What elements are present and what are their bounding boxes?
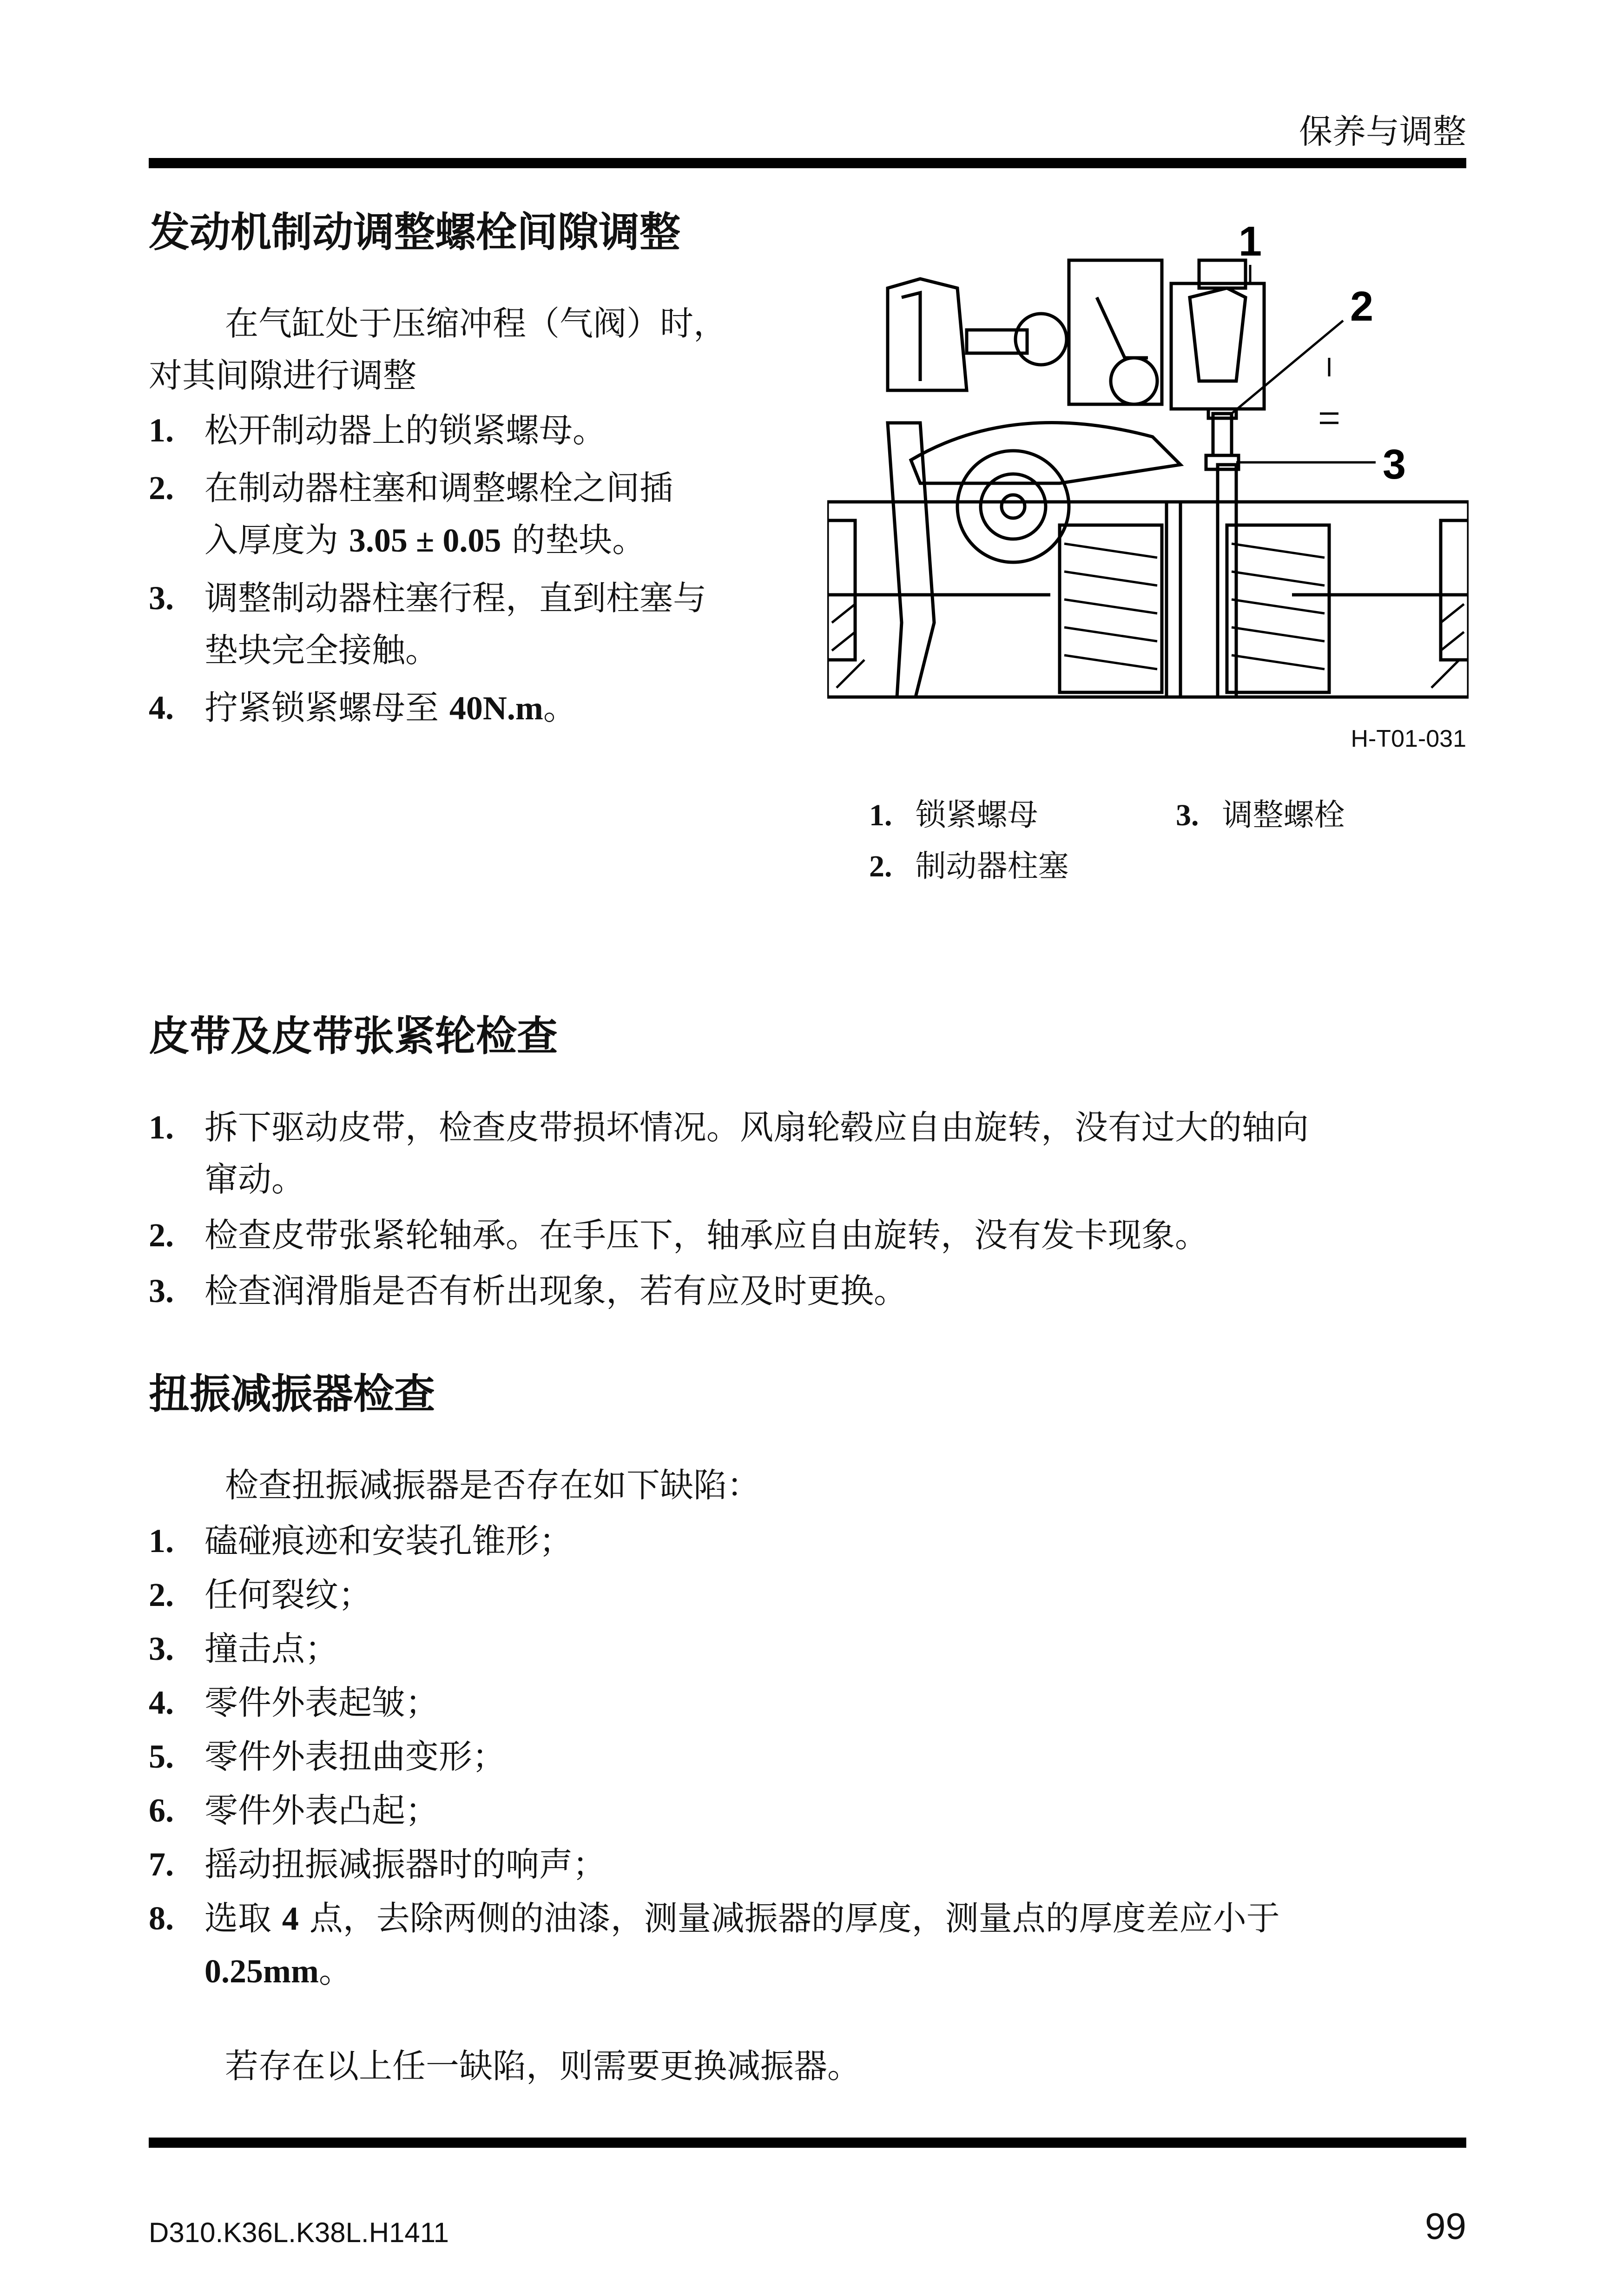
list-item: 1. 磕碰痕迹和安装孔锥形；: [149, 1521, 573, 1560]
section3-intro: 检查扭振减振器是否存在如下缺陷：: [225, 1466, 761, 1505]
footer-rule: [149, 2138, 1466, 2148]
torque-value: 40N.m: [449, 690, 543, 727]
thickness-diff-value: 0.25mm: [204, 1953, 319, 1990]
figure-code: H-T01-031: [1351, 725, 1466, 752]
list-item: 2. 检查皮带张紧轮轴承。在手压下，轴承应自由旋转，没有发卡现象。: [149, 1216, 1209, 1255]
section3-steps: [149, 1515, 1469, 1997]
list-item: 6. 零件外表凸起；: [149, 1791, 439, 1830]
section3-conclusion: 若存在以上任一缺陷，则需要更换减振器。: [225, 2046, 861, 2085]
list-item: 1. 松开制动器上的锁紧螺母。: [149, 411, 606, 450]
list-item: 3. 撞击点；: [149, 1629, 339, 1668]
page-number: 99: [1425, 2205, 1466, 2247]
intro-line1: 在气缸处于压缩冲程（气阀）时，: [225, 304, 727, 343]
section-title-brake-adjust: 发动机制动调整螺栓间隙调整: [149, 208, 681, 256]
list-item: 4. 拧紧锁紧螺母至 40N.m。: [149, 688, 577, 727]
list-item: 2. 任何裂纹；: [149, 1575, 372, 1614]
list-item: 3. 调整制动器柱塞行程，直到柱塞与 垫块完全接触。: [149, 579, 707, 670]
section2-steps: [149, 1101, 1469, 1317]
callout-2: 2: [1350, 283, 1374, 330]
shim-thickness-value: 3.05 ± 0.05: [349, 522, 501, 559]
section-title-damper-check: 扭振减振器检查: [149, 1370, 435, 1418]
list-item: 1. 拆下驱动皮带，检查皮带损坏情况。风扇轮毂应自由旋转，没有过大的轴向 窜动。: [149, 1108, 1309, 1199]
legend-item: 1. 锁紧螺母: [869, 797, 1038, 833]
section-title-belt-check: 皮带及皮带张紧轮检查: [149, 1012, 558, 1060]
legend-item: 3. 调整螺栓: [1176, 797, 1345, 833]
header-rule: [149, 158, 1466, 168]
callout-1: 1: [1238, 218, 1262, 265]
list-item: 5. 零件外表扭曲变形；: [149, 1737, 506, 1776]
list-item: 8. 选取 4 点，去除两侧的油漆，测量减振器的厚度，测量点的厚度差应小于 0.25mm。: [149, 1899, 1280, 1990]
section1-intro: [149, 297, 823, 401]
point-count: 4: [282, 1900, 299, 1937]
running-header: 保养与调整: [1299, 112, 1466, 151]
list-item: 2. 在制动器柱塞和调整螺栓之间插 入厚度为 3.05 ± 0.05 的垫块。: [149, 468, 673, 559]
list-item: 7. 摇动扭振减振器时的响声；: [149, 1845, 606, 1884]
legend-item: 2. 制动器柱塞: [869, 848, 1069, 884]
brake-mechanism-diagram: [827, 204, 1469, 739]
section1-steps: [149, 404, 823, 734]
intro-line2: 对其间隙进行调整: [149, 356, 417, 395]
list-item: 3. 检查润滑脂是否有析出现象，若有应及时更换。: [149, 1271, 908, 1310]
document-code: D310.K36L.K38L.H1411: [149, 2217, 449, 2248]
list-item: 4. 零件外表起皱；: [149, 1683, 439, 1722]
callout-3: 3: [1382, 441, 1406, 488]
